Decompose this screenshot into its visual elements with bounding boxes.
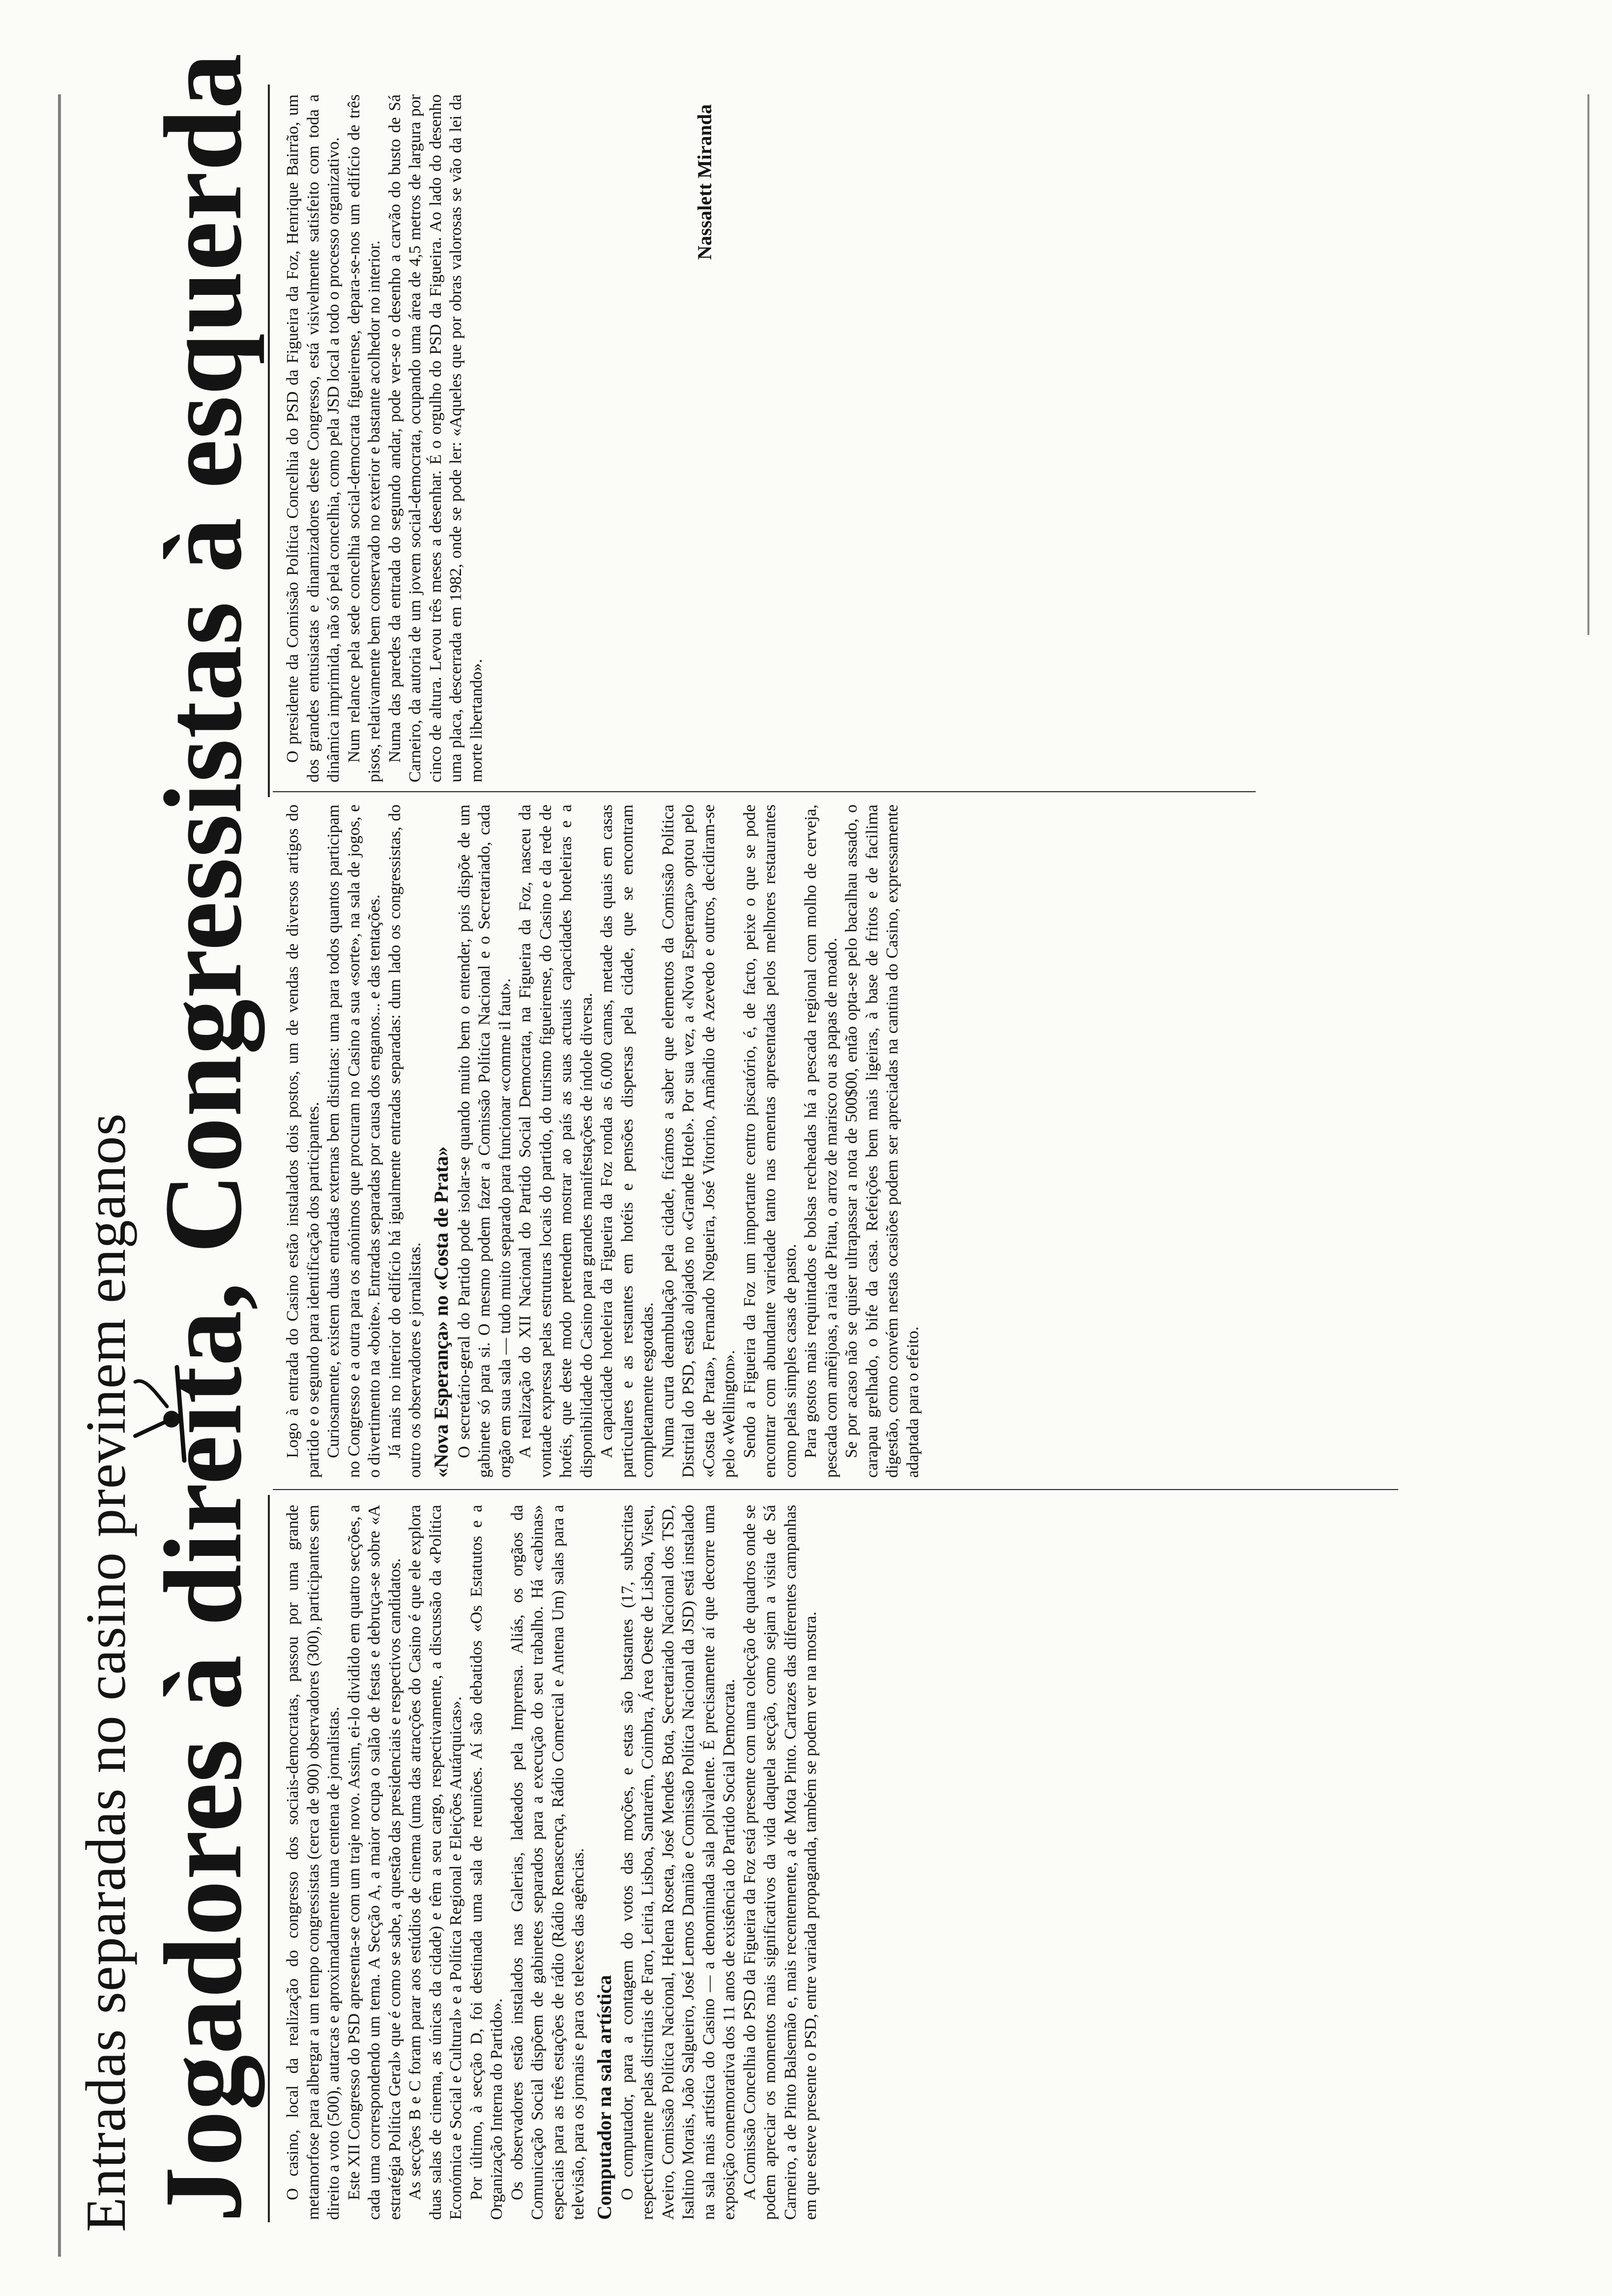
- col1-paragraph-3: As secções B e C foram parar aos estúdios de cinema (uma das atracções do Casino é que ele explora duas salas de cinema, as únicas da cidade) e têm a seu cargo, respectivamente, a discussão da «Política Económica e Social e Cultural» e a Política Regional e Eleições Autárquicas».: [406, 1505, 465, 2220]
- col2-paragraph-2: Curiosamente, existem duas entradas externas bem distintas: uma para todos quantos participam no Congresso e a outra para os anónimos que procuram no Casino a sua «sorte», na sala de jogos, e o divertimento na «boite». Entradas separadas por causa dos enganos... e das tentações.: [324, 804, 383, 1478]
- scan-edge-top: [58, 94, 61, 2257]
- col1-subheading: Computador na sala artística: [593, 1975, 615, 2220]
- col1-paragraph-4: Por último, à secção D, foi destinada uma sala de reuniões. Aí são debatidos «Os Estatutos e a Organização Interna do Partido».: [467, 1505, 506, 2220]
- col2-paragraph-7: Numa curta deambulação pela cidade, ficámos a saber que elementos da Comissão Política Distrital do PSD, estão alojados no «Grande Hotel». Por sua vez, a «Nova Esperança» optou pelo «Costa de Prata», Fernando Nogueira, José Vitorino, Amândio de Azevedo e outros, decidiram-se pelo «Wellington».: [659, 804, 738, 1478]
- col2-paragraph-10: Se por acaso não se quiser ultrapassar a nota de 500$00, então opta-se pelo bacalhau assado, o carapau grelhado, o bife da casa. Refeições bem mais ligeiras, à base de fritos e de facilima digestão, como convém nestas ocasiões podem ser apreciadas na cantina do Casino, expressamente adaptada para o efeito.: [842, 804, 922, 1478]
- col2-paragraph-4: O secretário-geral do Partido pode isolar-se quando muito bem o entender, pois dispõe de um gabinete só para si. O mesmo podem fazer a Comissão Política Nacional e o Secretariado, cada orgão em sua sala — tudo muito separado para funcionar «comme il faut».: [455, 804, 514, 1478]
- article-column-3: [283, 94, 971, 782]
- col2-paragraph-8: Sendo a Figueira da Foz um importante centro piscatório, é, de facto, peixe o que se pode encontrar com abundante variedade tanto nas ementas apresentadas pelos melhores restaurantes como pelas simples casas de pasto.: [740, 804, 800, 1478]
- column-separator-1: [273, 1489, 1398, 1490]
- handwritten-mark: [125, 1357, 204, 1465]
- col1-paragraph-5: Os observadores estão instalados nas Galerias, ladeados pela Imprensa. Aliás, os orgãos da Comunicação Social dispõem de gabinetes separados para a execução do seu trabalho. Há «cabinas» especiais para as três estações de rádio (Rádio Renascença, Rádio Comercial e Antena Um) salas para a televisão, para os jornais e para os telexes das agências.: [508, 1505, 587, 2220]
- col2-paragraph-5: A realização do XII Nacional do Partido Social Democrata, na Figueira da Foz, nasceu da vontade expressa pelas estruturas locais do partido, do turismo figueirense, do Casino e da rede de hotéis, que deste modo pretendem mostrar ao país as suas actuais capacidades hoteleiras e a disponibilidade do Casino para grandes manifestações de índole diversa.: [516, 804, 596, 1478]
- headline-rule-right: [268, 85, 270, 797]
- col2-paragraph-6: A capacidade hoteleira da Figueira da Foz ronda as 6.000 camas, metade das quais em casas particulares e as restantes em hotéis e pensões dispersas pela cidade, que se encontram completamente esgotadas.: [598, 804, 657, 1478]
- col1-paragraph-7: A Comissão Concelhia do PSD da Figueira da Foz está presente com uma colecção de quadros onde se podem apreciar os momentos mais significativos da vida daquela secção, como sejam a visita de Sá Carneiro, a de Pinto Balsemão e, mais recentemente, a de Mota Pinto. Cartazes das diferentes campanhas em que esteve presente o PSD, entre variada propaganda, também se podem ver na mostra.: [740, 1505, 820, 2220]
- col2-subheading: «Nova Esperança» no «Costa de Prata»: [430, 1146, 452, 1478]
- headline-rule-left: [268, 1495, 270, 2222]
- col2-paragraph-3: Já mais no interior do edifício há igualmente entradas separadas: dum lado os congressistas, do outro os observadores e jornalistas.: [385, 804, 424, 1478]
- col2-paragraph-9: Para gostos mais requintados e bolsas recheadas há a pescada regional com molho de cerveja, pescada com amêijoas, a raia de Pitau, o arroz de marisco ou as papas de moado.: [802, 804, 840, 1478]
- col3-paragraph-3: Numa das paredes da entrada do segundo andar, pode ver-se o desenho a carvão do busto de Sá Carneiro, da autoria de um jovem social-democrata, ocupando uma área de 4,5 metros de largura por cinco de altura. Levou três meses a desenhar. É o orgulho do PSD da Figueira. Ao lado do desenho uma placa, descerrada em 1982, onde se pode ler: «Aqueles que por obras valorosas se vão da lei da morte libertando».: [385, 94, 486, 782]
- col2-paragraph-1: Logo à entrada do Casino estão instalados dois postos, um de vendas de diversos artigos do partido e o segundo para identificação dos participantes.: [284, 804, 322, 1478]
- col3-paragraph-1: O presidente da Comissão Política Concelhia do PSD da Figueira da Foz, Henrique Bairrão, um dos grandes entusiastas e dinamizadores deste Congresso, está visivelmente satisfeito com toda a dinâmica imprimida, não só pela concelhia, como pela JSD local a todo o processo organizativo.: [284, 94, 343, 782]
- column-separator-2: [273, 791, 1256, 792]
- col1-paragraph-2: Este XII Congresso do PSD apresenta-se com um traje novo. Assim, ei-lo dividido em quatro secções, a cada uma correspondendo um tema. A Secção A, a maior ocupa o salão de festas e debruça-se sobre «A estratégia Política Geral» que é como se sabe, a questão das presidenciais e respectivos candidatos.: [345, 1505, 404, 2220]
- article-column-1: [283, 1505, 1580, 2220]
- col1-paragraph-6: O computador, para a contagem do votos das moções, e estas são bastantes (17, subscritas respectivamente pelas distritais de Faro, Leiria, Lisboa, Santarém, Coimbra, Área Oeste de Lisboa, Viseu, Aveiro, Comissão Política Nacional, Helena Roseta, José Mendes Bota, Secretariado Nacional dos TSD, Isaltino Morais, João Salgueiro, José Lemos Damião e Comissão Política Nacional da JSD) está instalado na sala mais artística do Casino — a denominada sala polivalente. É precisamente aí que decorre uma exposição comemorativa dos 11 anos de existência do Partido Social Democrata.: [618, 1505, 738, 2220]
- col3-paragraph-2: Num relance pela sede concelhia social-democrata figueirense, depara-se-nos um edifício de três pisos, relativamente bem conservado no exterior e bastante acolhedor no interior.: [345, 94, 383, 782]
- article-headline: Jogadores à direita, Congressistas à esquerda: [142, 53, 264, 2222]
- scan-edge-bottom: [1587, 94, 1589, 635]
- col1-paragraph-1: O casino, local da realização do congresso dos sociais-democratas, passou por uma grande metamorfose para albergar a um tempo congressistas (cerca de 900) observadores (300), participantes sem direito a voto (500), autarcas e aproximadamente uma centena de jornalistas.: [284, 1505, 343, 2220]
- article-column-2: [283, 804, 1580, 1478]
- article-kicker: Entradas separadas no casino previnem enganos: [75, 1113, 138, 2232]
- article-byline: Nassalett Miranda: [693, 104, 716, 260]
